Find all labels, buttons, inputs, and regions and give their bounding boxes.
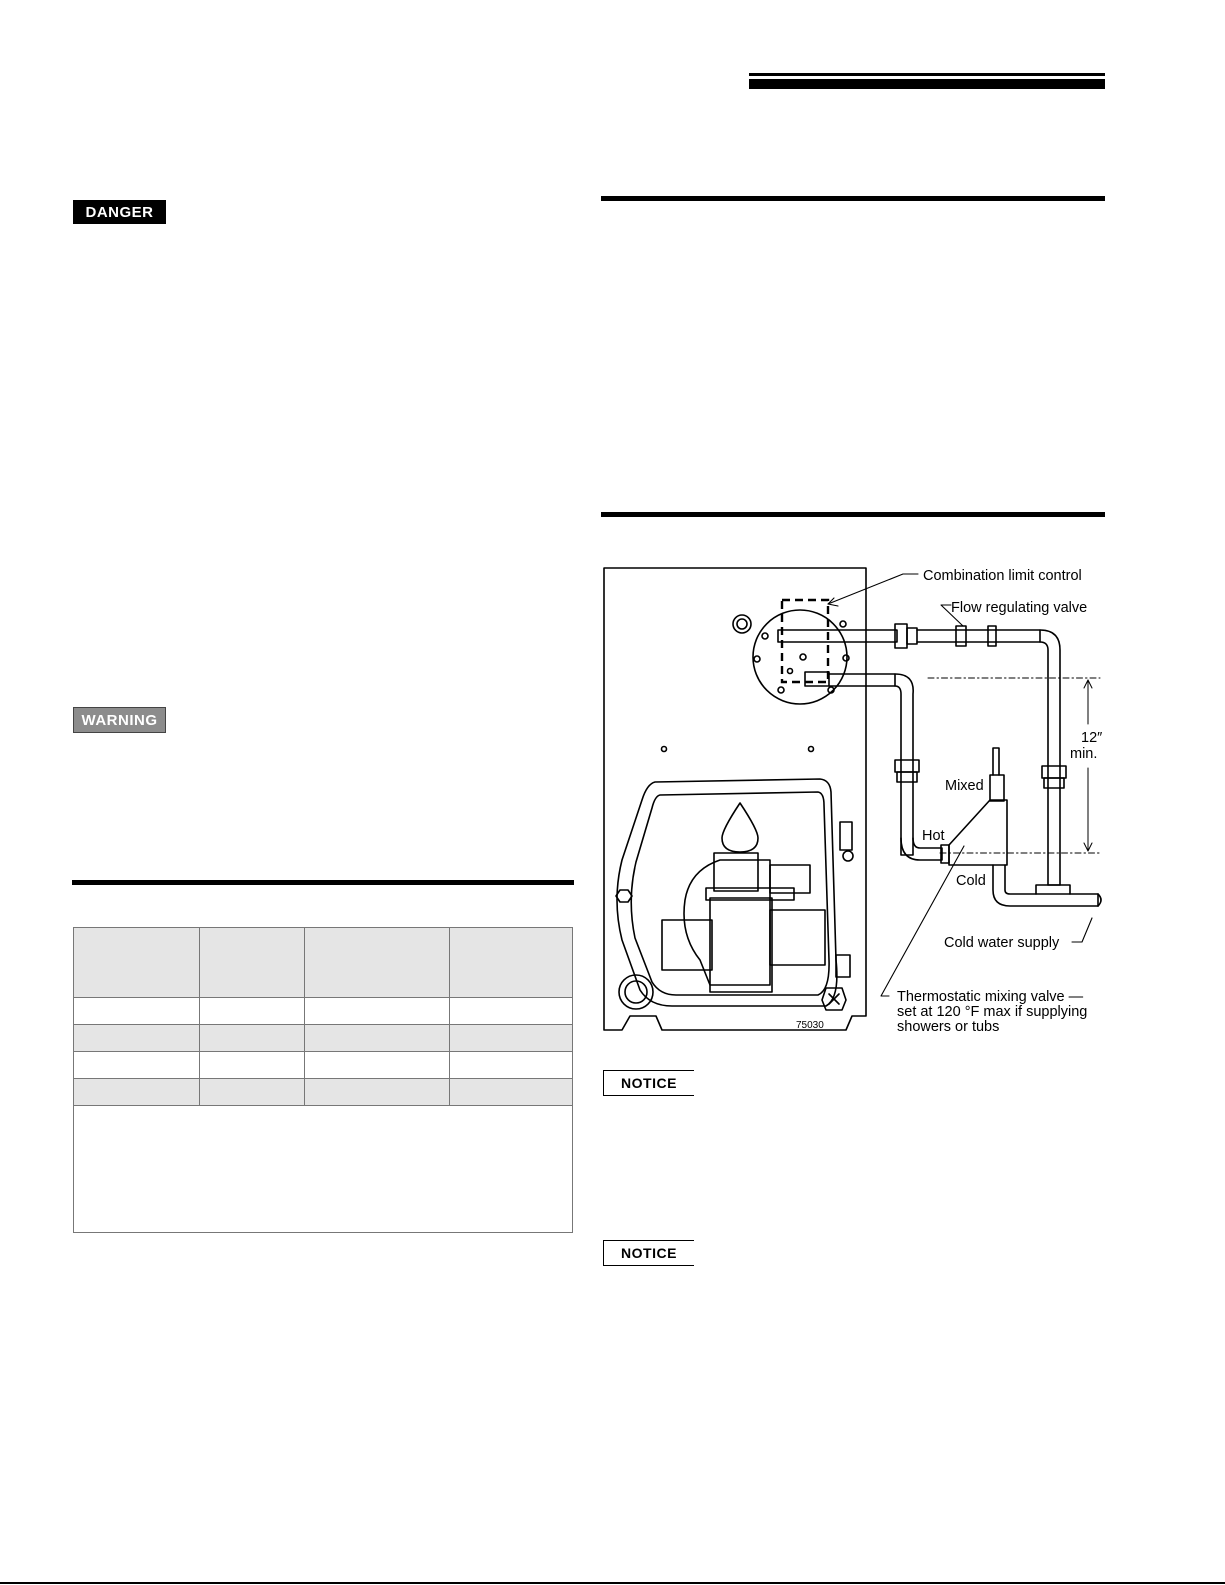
- table-header-row: [74, 928, 572, 998]
- callout-combination-limit-control: Combination limit control: [923, 568, 1082, 584]
- notice-label-2: NOTICE: [603, 1240, 694, 1266]
- table-row: [74, 998, 572, 1025]
- specification-table-grid: [74, 928, 572, 1106]
- callout-mixing-valve-line3: showers or tubs: [897, 1019, 1000, 1035]
- table-row: [74, 1079, 572, 1106]
- dimension-unit: min.: [1070, 746, 1098, 762]
- warning-label: WARNING: [73, 707, 166, 733]
- callout-hot: Hot: [922, 828, 945, 844]
- dimension-value: 12″: [1081, 730, 1103, 746]
- callout-mixed: Mixed: [945, 778, 984, 794]
- callout-mixing-valve-line1: Thermostatic mixing valve —: [897, 989, 1084, 1005]
- piping-diagram: [598, 560, 1108, 1040]
- callout-flow-regulating-valve: Flow regulating valve: [951, 600, 1088, 616]
- callout-mixing-valve-line2: set at 120 °F max if supplying: [897, 1004, 1088, 1020]
- callout-cold: Cold: [956, 873, 986, 889]
- header-rule-thin: [749, 73, 1105, 76]
- right-section-rule-1: [601, 196, 1105, 201]
- footer-rule: [0, 1582, 1225, 1584]
- figure-number: 75030: [796, 1020, 824, 1031]
- left-section-rule: [72, 880, 574, 885]
- notice-label-1: NOTICE: [603, 1070, 694, 1096]
- specification-table: [73, 927, 573, 1233]
- table-row: [74, 1025, 572, 1052]
- right-section-rule-2: [601, 512, 1105, 517]
- table-row: [74, 1052, 572, 1079]
- mixing-valve-body: [949, 800, 1007, 865]
- danger-label: DANGER: [73, 200, 166, 224]
- header-rule-thick: [749, 79, 1105, 89]
- callout-cold-water-supply: Cold water supply: [944, 935, 1060, 951]
